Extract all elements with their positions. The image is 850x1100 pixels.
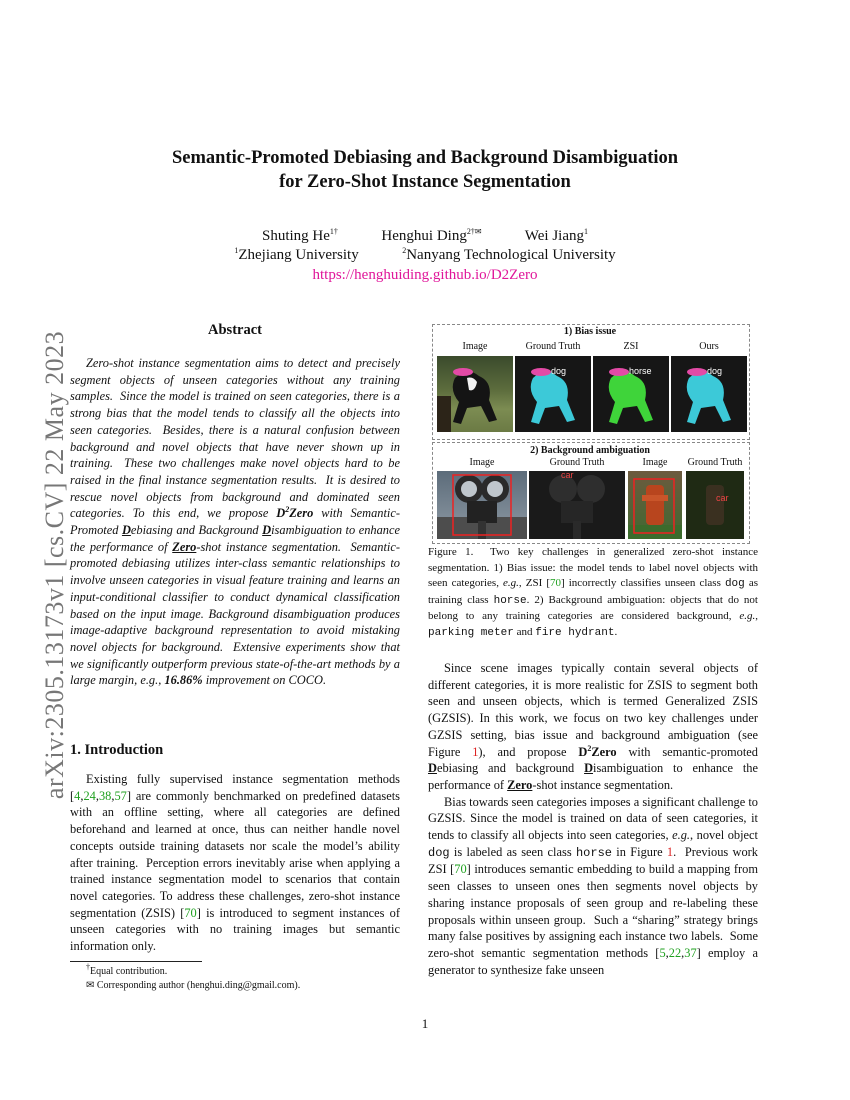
figure-row1-col-zsi: ZSI — [623, 341, 639, 352]
author-1: Shuting $He^{1\dagger}$ — [262, 227, 338, 244]
author-3: Wei Jiang$^1$ — [524, 227, 588, 244]
ours-dog-mask — [671, 356, 747, 432]
authors — [0, 226, 850, 246]
ground-truth-dog-mask — [515, 356, 591, 432]
figure-row1-col-ours: Ours — [699, 341, 719, 352]
page-number: 1 — [421, 1016, 429, 1031]
figure-caption: Figure 1. Two key challenges in generalized zero-shot instance segmentation. 1) Bias issue: the model tends to label novel objects with seen categories, e.g., ZSI [70] incorrectly classifies unseen class dog as training class horse. 2) Background ambiguation: objects that do not belong to any training categories are considered background, e.g., parking meter and fire hydrant. — [428, 546, 758, 639]
figure-row1-title: 1) Bias issue — [563, 326, 617, 337]
figure-row2-col-gt-1: Ground Truth — [549, 457, 605, 468]
figure-row2-col-gt-2: Ground Truth — [687, 457, 743, 468]
title-line-1: Semantic-Promoted Debiasing and Background Disambiguation — [171, 148, 679, 168]
footnote-equal: †Equal contribution. — [86, 962, 168, 977]
right-column-body: Since scene images typically contain several objects of different categories, it is more realistic for ZSIS to segment both seen and unseen objects, which is termed Generalized ZSIS (GZSIS). In this work, we focus on two key challenges under GZSIS setting, bias issue and background ambiguation (see Figure 1), and propose $D^2Zero$ with semantic-promoted Debiasing and background Disambiguation to enhance the performance of Zero-shot instance segmentation. Bias towards seen categories imposes a significant challenge to GZSIS. Since the model is trained on data of seen categories, it tends to classify all objects into seen categories, e.g., novel object dog is labeled as seen class horse in Figure 1. Previous work ZSI [70] introduces semantic embedding to build a mapping from seen classes to unseen ones then segments novel objects by sharing instance proposals of seen group and re-labeling these proposals within unseen group. Such a “sharing” strategy brings many false positives by assigning each instance two labels. Some zero-shot semantic segmentation methods [5,22,37] employ a generator to synthesize fake unseen — [428, 661, 759, 977]
affiliations — [0, 245, 850, 265]
arxiv-sidebar: arXiv:2305.13173v1 [cs.CV] 22 May 2023 — [40, 330, 69, 800]
envelope-icon: ✉ — [86, 980, 95, 991]
ours-tag: dog — [707, 366, 723, 376]
intro-heading: 1. Introduction — [70, 742, 164, 758]
title-line-2: for Zero-Shot Instance Segmentation — [279, 172, 571, 192]
figure-row1-col-image: Image — [462, 341, 488, 352]
figure-row1-col-gt: Ground Truth — [525, 341, 581, 352]
affiliation-2: $^2$Nanyang Technological University — [402, 246, 616, 263]
paper-title — [0, 146, 850, 194]
abstract-body: Zero-shot instance segmentation aims to detect and precisely segment objects of unseen categories without any training samples. Since the model is trained on seen categories, there is a strong bias that the model tends to classify all the objects into seen categories. Besides, there is a natural confusion between background and novel objects that have never shown up in training. These two challenges make novel objects hard to be raised in the final instance segmentation results. It is desired to rescue novel objects from background and dominated seen categories. To this end, we propose $D^2Zero$ with Semantic-Promoted Debiasing and Background Disambiguation to enhance the performance of Zero-shot instance segmentation. Semantic-promoted debiasing utilizes inter-class semantic relationships to involve unseen categories in visual feature training and learns an input-conditional classifier to conduct dynamical classification based on the input image. Background disambiguation produces image-adaptive background representation to avoid mistaking novel objects for background. Extensive experiments show that we significantly outperform previous state-of-the-art methods by a large margin, e.g., 16.86% improvement on COCO. — [70, 356, 400, 688]
abstract-heading: Abstract — [208, 322, 262, 338]
zsi-tag: horse — [629, 366, 652, 376]
figure-row2-title: 2) Background ambiguation — [530, 445, 650, 456]
affiliation-1: $^1$Zhejiang University — [234, 246, 359, 263]
footnote-corresponding: ✉ Corresponding author (henghui.ding@gmail.com). — [86, 980, 301, 991]
dog-photo — [437, 356, 513, 432]
project-url[interactable]: https://henghuiding.github.io/D2Zero — [312, 267, 538, 283]
author-2: Henghui Ding$^{2\dagger✉}$ — [381, 227, 482, 244]
parking-meter-photo — [437, 471, 527, 539]
zsi-horse-mask — [593, 356, 669, 432]
fire-hydrant-photo — [628, 471, 682, 539]
parking-meter-tag: car — [561, 471, 574, 480]
figure-row2-col-image-2: Image — [642, 457, 668, 468]
fire-hydrant-ground-truth — [686, 471, 744, 539]
parking-meter-ground-truth — [529, 471, 625, 539]
ground-truth-tag: dog — [551, 366, 567, 376]
fire-hydrant-tag: car — [716, 493, 729, 503]
intro-body: Existing fully supervised instance segmentation methods [4,24,38,57] are commonly benchmarked on predefined datasets with an offline setting, where all categories are defined beforehand and learned at once, thus can neither handle novel concepts outside training datasets nor scale the model’s ability after training. Perception errors inevitably arise when applying a trained instance segmentation model to scenarios that contain novel categories. To address these challenges, zero-shot instance segmentation (ZSIS) [70] is introduced to segment instances of unseen categories with no training images but semantic information only. — [70, 772, 401, 954]
figure-row2-col-image-1: Image — [469, 457, 495, 468]
